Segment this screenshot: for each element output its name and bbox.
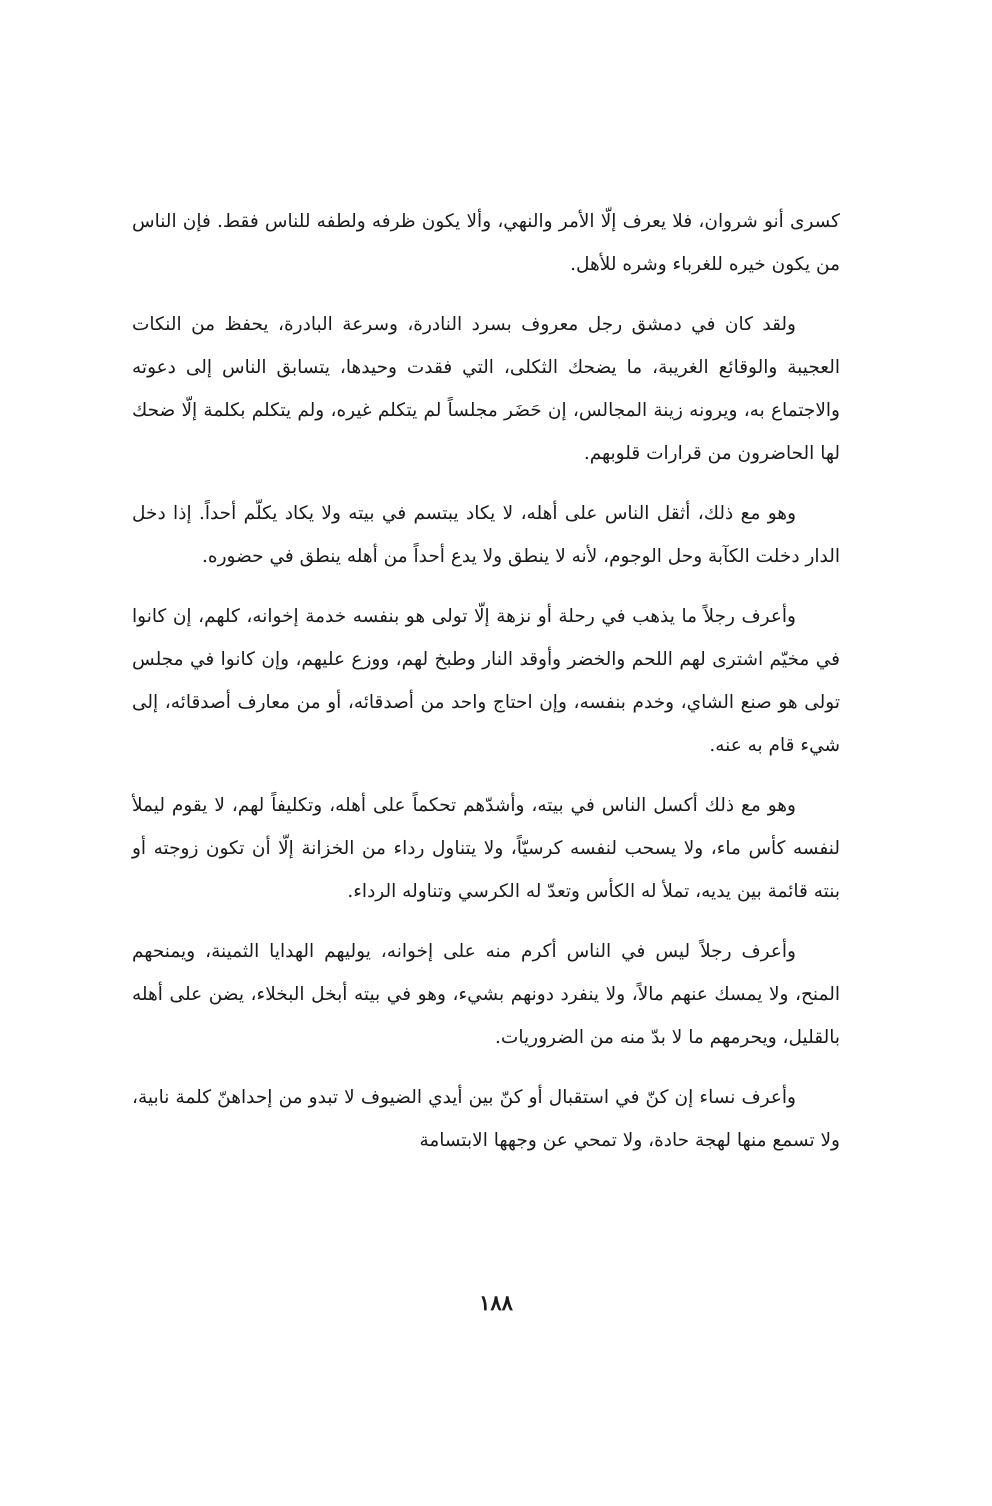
page-number: ١٨٨ [479,1290,513,1315]
paragraph-2: ولقد كان في دمشق رجل معروف بسرد النادرة، وسرعة البادرة، يحفظ من النكات العجيبة والوقائع الغريبة، ما يضحك الثكلى، التي فقدت وحيدها، يتسابق الناس إلى دعوته والاجتماع به، ويرونه زينة المجالس، إن حَضَر مجلساً لم يتكلم غيره، ولم يتكلم بكلمة إلّا ضحك لها الحاضرون من قرارات قلوبهم. [132,314,840,464]
paragraph-7: وأعرف نساء إن كنّ في استقبال أو كنّ بين أيدي الضيوف لا تبدو من إحداهنّ كلمة نابية، ولا تسمع منها لهجة حادة، ولا تمحي عن وجهها الابتسامة [132,1087,840,1151]
paragraph-5: وهو مع ذلك أكسل الناس في بيته، وأشدّهم تحكماً على أهله، وتكليفاً لهم، لا يقوم ليملأ لنفسه كأس ماء، ولا يسحب لنفسه كرسيّاً، ولا يتناول رداء من الخزانة إلّا أن تكون زوجته أو بنته قائمة بين يديه، تملأ له الكأس وتعدّ له الكرسي وتناوله الرداء. [132,795,840,902]
paragraph-3: وهو مع ذلك، أثقل الناس على أهله، لا يكاد يبتسم في بيته ولا يكاد يكلّم أحداً. إذا دخل الدار دخلت الكآبة وحل الوجوم، لأنه لا ينطق ولا يدع أحداً من أهله ينطق في حضوره. [132,503,840,567]
paragraph-1: كسرى أنو شروان، فلا يعرف إلّا الأمر والنهي، وألا يكون ظرفه ولطفه للناس فقط. فإن الناس من يكون خيره للغرباء وشره للأهل. [132,211,840,275]
page-body-text [132,200,840,1179]
paragraph-6: وأعرف رجلاً ليس في الناس أكرم منه على إخوانه، يوليهم الهدايا الثمينة، ويمنحهم المنح، ولا يمسك عنهم مالاً، ولا ينفرد دونهم بشيء، وهو في بيته أبخل البخلاء، يضن على أهله بالقليل، ويحرمهم ما لا بدّ منه من الضروريات. [132,941,840,1048]
paragraph-4: وأعرف رجلاً ما يذهب في رحلة أو نزهة إلّا تولى هو بنفسه خدمة إخوانه، كلهم، إن كانوا في مخيّم اشترى لهم اللحم والخضر وأوقد النار وطبخ لهم، ووزع عليهم، وإن كانوا في مجلس تولى هو صنع الشاي، وخدم بنفسه، وإن احتاج واحد من أصدقائه، أو من معارف أصدقائه، إلى شيء قام به عنه. [132,606,840,756]
